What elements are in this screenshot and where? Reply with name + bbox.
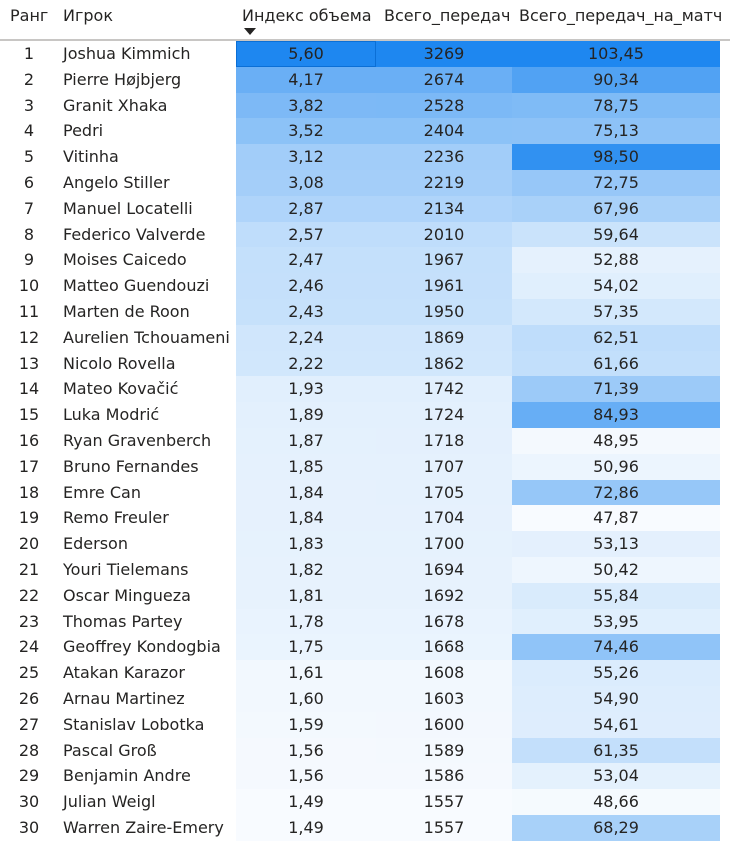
table-row[interactable] xyxy=(0,763,730,789)
cell-volume-index: 3,12 xyxy=(236,144,376,170)
cell-passes-per-match: 48,95 xyxy=(512,428,720,454)
cell-volume-index: 1,49 xyxy=(236,815,376,841)
cell-player: Ryan Gravenberch xyxy=(63,431,212,450)
cell-passes-per-match: 62,51 xyxy=(512,325,720,351)
cell-player: Luka Modrić xyxy=(63,405,160,425)
cell-rank: 24 xyxy=(18,637,40,657)
cell-passes-per-match: 57,35 xyxy=(512,299,720,325)
cell-rank: 7 xyxy=(23,198,35,218)
cell-volume-index: 1,82 xyxy=(236,557,376,583)
table-row[interactable] xyxy=(0,505,730,531)
cell-player: Warren Zaire-Emery xyxy=(63,818,224,837)
cell-player: Manuel Locatelli xyxy=(63,198,193,218)
cell-total-passes: 1589 xyxy=(376,738,512,764)
cell-passes-per-match: 53,13 xyxy=(512,531,720,557)
cell-volume-index: 1,60 xyxy=(236,686,376,712)
cell-total-passes: 1692 xyxy=(376,583,512,609)
cell-total-passes: 1705 xyxy=(376,480,512,506)
column-header-volume-index[interactable]: Индекс объема xyxy=(242,6,372,25)
cell-passes-per-match: 54,61 xyxy=(512,712,720,738)
cell-volume-index: 1,56 xyxy=(236,763,376,789)
cell-volume-index: 2,57 xyxy=(236,222,376,248)
cell-rank: 20 xyxy=(18,534,40,554)
cell-rank: 28 xyxy=(18,740,40,760)
cell-passes-per-match: 53,04 xyxy=(512,763,720,789)
cell-passes-per-match: 103,45 xyxy=(512,41,720,67)
table-row[interactable] xyxy=(0,712,730,738)
cell-player: Granit Xhaka xyxy=(63,95,168,115)
cell-rank: 30 xyxy=(18,818,40,837)
table-row[interactable] xyxy=(0,609,730,635)
cell-rank: 1 xyxy=(23,44,35,63)
cell-volume-index: 1,61 xyxy=(236,660,376,686)
table-header xyxy=(0,0,730,36)
table-row[interactable] xyxy=(0,41,730,67)
cell-rank: 15 xyxy=(18,405,40,425)
cell-volume-index: 4,17 xyxy=(236,67,376,93)
cell-total-passes: 1557 xyxy=(376,815,512,841)
cell-rank: 17 xyxy=(18,456,40,476)
cell-player: Pascal Groß xyxy=(63,740,157,760)
cell-rank: 19 xyxy=(18,508,40,528)
cell-volume-index: 1,78 xyxy=(236,609,376,635)
cell-total-passes: 1742 xyxy=(376,376,512,402)
cell-volume-index: 1,59 xyxy=(236,712,376,738)
table-row[interactable] xyxy=(0,93,730,119)
cell-total-passes: 1668 xyxy=(376,634,512,660)
cell-passes-per-match: 48,66 xyxy=(512,789,720,815)
cell-rank: 3 xyxy=(23,95,35,115)
cell-volume-index: 2,22 xyxy=(236,351,376,377)
cell-player: Angelo Stiller xyxy=(63,173,170,192)
cell-player: Remo Freuler xyxy=(63,508,169,528)
cell-volume-index: 1,49 xyxy=(236,789,376,815)
column-header-rank[interactable]: Ранг xyxy=(10,6,49,25)
sort-descending-icon[interactable] xyxy=(244,28,256,35)
cell-rank: 22 xyxy=(18,585,40,605)
cell-total-passes: 1707 xyxy=(376,454,512,480)
cell-rank: 27 xyxy=(18,714,40,734)
cell-passes-per-match: 67,96 xyxy=(512,196,720,222)
cell-total-passes: 1961 xyxy=(376,273,512,299)
cell-player: Julian Weigl xyxy=(63,792,156,812)
table-row[interactable] xyxy=(0,738,730,764)
cell-volume-index: 1,83 xyxy=(236,531,376,557)
table-row[interactable] xyxy=(0,247,730,273)
cell-total-passes: 2236 xyxy=(376,144,512,170)
table-row[interactable] xyxy=(0,557,730,583)
cell-volume-index: 2,87 xyxy=(236,196,376,222)
table-row[interactable] xyxy=(0,299,730,325)
cell-volume-index: 2,47 xyxy=(236,247,376,273)
cell-rank: 18 xyxy=(18,482,40,502)
cell-volume-index: 1,87 xyxy=(236,428,376,454)
cell-player: Moises Caicedo xyxy=(63,250,187,270)
cell-rank: 16 xyxy=(18,431,40,450)
cell-player: Pierre Højbjerg xyxy=(63,69,182,89)
cell-volume-index: 2,24 xyxy=(236,325,376,351)
table-row[interactable] xyxy=(0,815,730,841)
cell-total-passes: 1718 xyxy=(376,428,512,454)
table-row[interactable] xyxy=(0,402,730,428)
cell-player: Joshua Kimmich xyxy=(63,44,191,63)
cell-total-passes: 1724 xyxy=(376,402,512,428)
cell-player: Pedri xyxy=(63,121,104,141)
cell-volume-index: 1,56 xyxy=(236,738,376,764)
cell-rank: 30 xyxy=(18,792,40,812)
cell-passes-per-match: 61,35 xyxy=(512,738,720,764)
table-row[interactable] xyxy=(0,144,730,170)
cell-volume-index: 1,84 xyxy=(236,480,376,506)
cell-total-passes: 1694 xyxy=(376,557,512,583)
cell-player: Ederson xyxy=(63,534,128,554)
cell-volume-index: 1,85 xyxy=(236,454,376,480)
cell-player: Bruno Fernandes xyxy=(63,456,199,476)
cell-rank: 26 xyxy=(18,689,40,708)
cell-rank: 10 xyxy=(18,276,40,296)
cell-total-passes: 1869 xyxy=(376,325,512,351)
cell-total-passes: 2134 xyxy=(376,196,512,222)
cell-rank: 4 xyxy=(23,121,35,141)
cell-passes-per-match: 74,46 xyxy=(512,634,720,660)
cell-total-passes: 1608 xyxy=(376,660,512,686)
cell-player: Stanislav Lobotka xyxy=(63,714,205,734)
cell-rank: 14 xyxy=(18,379,40,399)
table-row[interactable] xyxy=(0,376,730,402)
cell-rank: 25 xyxy=(18,663,40,683)
cell-passes-per-match: 55,26 xyxy=(512,660,720,686)
cell-total-passes: 2404 xyxy=(376,118,512,144)
cell-passes-per-match: 90,34 xyxy=(512,67,720,93)
table-row[interactable] xyxy=(0,325,730,351)
cell-volume-index: 3,82 xyxy=(236,93,376,119)
cell-player: Marten de Roon xyxy=(63,302,190,321)
cell-player: Oscar Mingueza xyxy=(63,585,191,605)
table-row[interactable] xyxy=(0,454,730,480)
cell-volume-index: 1,84 xyxy=(236,505,376,531)
cell-total-passes: 1967 xyxy=(376,247,512,273)
cell-player: Federico Valverde xyxy=(63,224,206,244)
table-row[interactable] xyxy=(0,583,730,609)
cell-volume-index: 3,52 xyxy=(236,118,376,144)
cell-rank: 29 xyxy=(18,766,40,786)
cell-total-passes: 2219 xyxy=(376,170,512,196)
cell-passes-per-match: 72,86 xyxy=(512,480,720,506)
cell-passes-per-match: 50,96 xyxy=(512,454,720,480)
cell-total-passes: 1950 xyxy=(376,299,512,325)
cell-total-passes: 1586 xyxy=(376,763,512,789)
cell-passes-per-match: 59,64 xyxy=(512,222,720,248)
cell-player: Matteo Guendouzi xyxy=(63,276,210,296)
cell-passes-per-match: 98,50 xyxy=(512,144,720,170)
cell-rank: 2 xyxy=(23,69,35,89)
cell-player: Nicolo Rovella xyxy=(63,353,176,373)
cell-passes-per-match: 53,95 xyxy=(512,609,720,635)
table-row[interactable] xyxy=(0,428,730,454)
cell-rank: 12 xyxy=(18,327,40,347)
cell-rank: 23 xyxy=(18,611,40,631)
table-row[interactable] xyxy=(0,222,730,248)
cell-passes-per-match: 71,39 xyxy=(512,376,720,402)
cell-total-passes: 1603 xyxy=(376,686,512,712)
cell-passes-per-match: 84,93 xyxy=(512,402,720,428)
cell-player: Aurelien Tchouameni xyxy=(63,327,230,347)
cell-passes-per-match: 54,02 xyxy=(512,273,720,299)
cell-player: Benjamin Andre xyxy=(63,766,191,786)
cell-player: Thomas Partey xyxy=(63,611,183,631)
cell-rank: 11 xyxy=(18,302,40,321)
cell-passes-per-match: 50,42 xyxy=(512,557,720,583)
cell-passes-per-match: 68,29 xyxy=(512,815,720,841)
column-header-player[interactable]: Игрок xyxy=(63,6,113,25)
column-header-passes-per-match[interactable]: Всего_передач_на_матч xyxy=(519,6,723,25)
cell-passes-per-match: 78,75 xyxy=(512,93,720,119)
table-row[interactable] xyxy=(0,789,730,815)
cell-volume-index: 1,75 xyxy=(236,634,376,660)
cell-volume-index: 2,43 xyxy=(236,299,376,325)
cell-player: Vitinha xyxy=(63,147,119,167)
cell-player: Geoffrey Kondogbia xyxy=(63,637,221,657)
cell-total-passes: 1704 xyxy=(376,505,512,531)
table-row[interactable] xyxy=(0,660,730,686)
cell-total-passes: 1678 xyxy=(376,609,512,635)
cell-player: Atakan Karazor xyxy=(63,663,185,683)
cell-rank: 13 xyxy=(18,353,40,373)
cell-passes-per-match: 75,13 xyxy=(512,118,720,144)
table-row[interactable] xyxy=(0,196,730,222)
cell-rank: 21 xyxy=(18,560,40,579)
cell-volume-index: 5,60 xyxy=(236,41,376,67)
cell-passes-per-match: 55,84 xyxy=(512,583,720,609)
table-row[interactable] xyxy=(0,67,730,93)
table-row[interactable] xyxy=(0,480,730,506)
table-row[interactable] xyxy=(0,118,730,144)
cell-volume-index: 2,46 xyxy=(236,273,376,299)
cell-total-passes: 3269 xyxy=(376,41,512,67)
cell-rank: 6 xyxy=(23,173,35,192)
cell-passes-per-match: 61,66 xyxy=(512,351,720,377)
cell-total-passes: 1600 xyxy=(376,712,512,738)
cell-total-passes: 2528 xyxy=(376,93,512,119)
column-header-total-passes[interactable]: Всего_передач xyxy=(384,6,511,25)
cell-passes-per-match: 52,88 xyxy=(512,247,720,273)
cell-passes-per-match: 47,87 xyxy=(512,505,720,531)
table-row[interactable] xyxy=(0,273,730,299)
cell-passes-per-match: 54,90 xyxy=(512,686,720,712)
cell-rank: 8 xyxy=(23,224,35,244)
cell-total-passes: 2674 xyxy=(376,67,512,93)
cell-player: Youri Tielemans xyxy=(63,560,189,579)
cell-player: Arnau Martinez xyxy=(63,689,185,708)
table-row[interactable] xyxy=(0,531,730,557)
table-row[interactable] xyxy=(0,170,730,196)
table-row[interactable] xyxy=(0,634,730,660)
table-row[interactable] xyxy=(0,686,730,712)
cell-volume-index: 1,81 xyxy=(236,583,376,609)
cell-total-passes: 2010 xyxy=(376,222,512,248)
cell-volume-index: 1,89 xyxy=(236,402,376,428)
cell-player: Mateo Kovačić xyxy=(63,379,179,399)
cell-rank: 5 xyxy=(23,147,35,167)
cell-volume-index: 3,08 xyxy=(236,170,376,196)
cell-total-passes: 1557 xyxy=(376,789,512,815)
cell-rank: 9 xyxy=(23,250,35,270)
cell-passes-per-match: 72,75 xyxy=(512,170,720,196)
cell-total-passes: 1700 xyxy=(376,531,512,557)
cell-total-passes: 1862 xyxy=(376,351,512,377)
table-row[interactable] xyxy=(0,351,730,377)
cell-volume-index: 1,93 xyxy=(236,376,376,402)
cell-player: Emre Can xyxy=(63,482,141,502)
